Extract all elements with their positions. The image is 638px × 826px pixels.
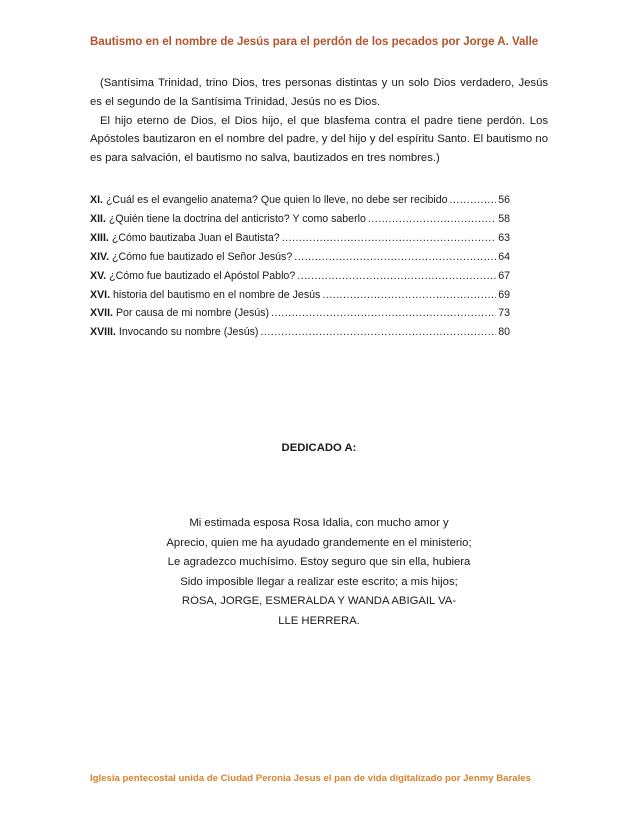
toc-entry-number: XI. xyxy=(90,194,103,206)
dedication-line: Sido imposible llegar a realizar este escrito; a mis hijos; xyxy=(180,575,458,588)
toc-leader-dots xyxy=(260,323,496,342)
toc-entry[interactable] xyxy=(90,286,510,305)
toc-entry[interactable] xyxy=(90,304,510,323)
toc-entry-title: ¿Quién tiene la doctrina del anticristo? Y como saberlo xyxy=(108,212,366,225)
toc-leader-dots xyxy=(297,267,496,286)
dedication-line: ROSA, JORGE, ESMERALDA Y WANDA ABIGAIL VA- xyxy=(181,595,457,608)
toc-entry[interactable] xyxy=(90,191,510,210)
toc-entry-page: 56 xyxy=(498,194,510,206)
page-header-title: Bautismo en el nombre de Jesús para el perdón de los pecados por Jorge A. Valle xyxy=(90,36,539,48)
toc-entry-title: Por causa de mi nombre (Jesús) xyxy=(115,307,270,320)
toc-entry-title: ¿Cómo fue bautizado el Apóstol Pablo? xyxy=(109,269,296,282)
toc-entry-page: 69 xyxy=(498,288,510,301)
toc-entry-title: historia del bautismo en el nombre de Jesús xyxy=(113,288,321,301)
toc-leader-dots xyxy=(271,304,496,323)
toc-entry-number: XV. xyxy=(90,269,107,282)
toc-entry-title: ¿Cómo bautizaba Juan el Bautista? xyxy=(111,231,280,244)
dedication-line: Le agradezco muchísimo. Estoy seguro que sin ella, hubiera xyxy=(167,556,471,569)
toc-entry-number: XIII. xyxy=(90,231,109,244)
page-footer-credits: Iglesia pentecostal unida de Ciudad Peronia Jesus el pan de vida digitalizado por Jenmy Barales xyxy=(90,773,531,784)
toc-entry-number: XVI. xyxy=(90,288,111,301)
toc-entry[interactable] xyxy=(90,229,510,248)
toc-leader-dots xyxy=(282,229,497,248)
toc-entry-number: XVII. xyxy=(90,307,113,320)
toc-entry[interactable] xyxy=(90,267,510,286)
toc-entry-title: Invocando su nombre (Jesús) xyxy=(118,326,259,339)
toc-entry-title: ¿Cuál es el evangelio anatema? Que quien lo lleve, no debe ser recibido xyxy=(105,194,448,206)
intro-text xyxy=(90,74,548,168)
table-of-contents xyxy=(90,191,510,342)
toc-leader-dots xyxy=(450,191,497,210)
dedication-line: LLE HERRERA. xyxy=(278,614,360,627)
dedication-line: Mi estimada esposa Rosa Idalia, con mucho amor y xyxy=(189,517,449,529)
toc-leader-dots xyxy=(368,210,496,229)
intro-paragraph: El hijo eterno de Dios, el Dios hijo, el que blasfema contra el padre tiene perdón. Los Apóstoles bautizaron en el nombre del padre, y del hijo y del espíritu Santo. El bautismo no es para salvación, el bautismo no salva, bautizados en tres nombres.) xyxy=(90,114,548,165)
toc-entry-number: XVIII. xyxy=(90,326,116,339)
toc-entry[interactable] xyxy=(90,210,510,229)
toc-entry-page: 63 xyxy=(498,231,510,244)
toc-leader-dots xyxy=(294,248,496,267)
dedication-heading: DEDICADO A: xyxy=(281,442,357,454)
toc-entry-page: 64 xyxy=(498,250,510,263)
toc-leader-dots xyxy=(322,286,496,305)
toc-entry[interactable] xyxy=(90,248,510,267)
toc-entry-page: 67 xyxy=(498,269,510,282)
toc-entry-title: ¿Cómo fue bautizado el Señor Jesús? xyxy=(112,250,293,263)
toc-entry-number: XII. xyxy=(90,212,106,225)
toc-entry-page: 73 xyxy=(498,307,510,320)
intro-paragraph: (Santísima Trinidad, trino Dios, tres personas distintas y un solo Dios verdadero, Jesús es el segundo de la Santísima Trinidad, Jesús no es Dios. xyxy=(90,77,548,108)
toc-entry[interactable] xyxy=(90,323,510,342)
dedication-line: Aprecio, quien me ha ayudado grandemente en el ministerio; xyxy=(166,536,472,549)
toc-entry-number: XIV. xyxy=(90,250,110,263)
toc-entry-page: 80 xyxy=(498,326,510,339)
dedication-text xyxy=(90,514,548,632)
toc-entry-page: 58 xyxy=(498,212,510,225)
